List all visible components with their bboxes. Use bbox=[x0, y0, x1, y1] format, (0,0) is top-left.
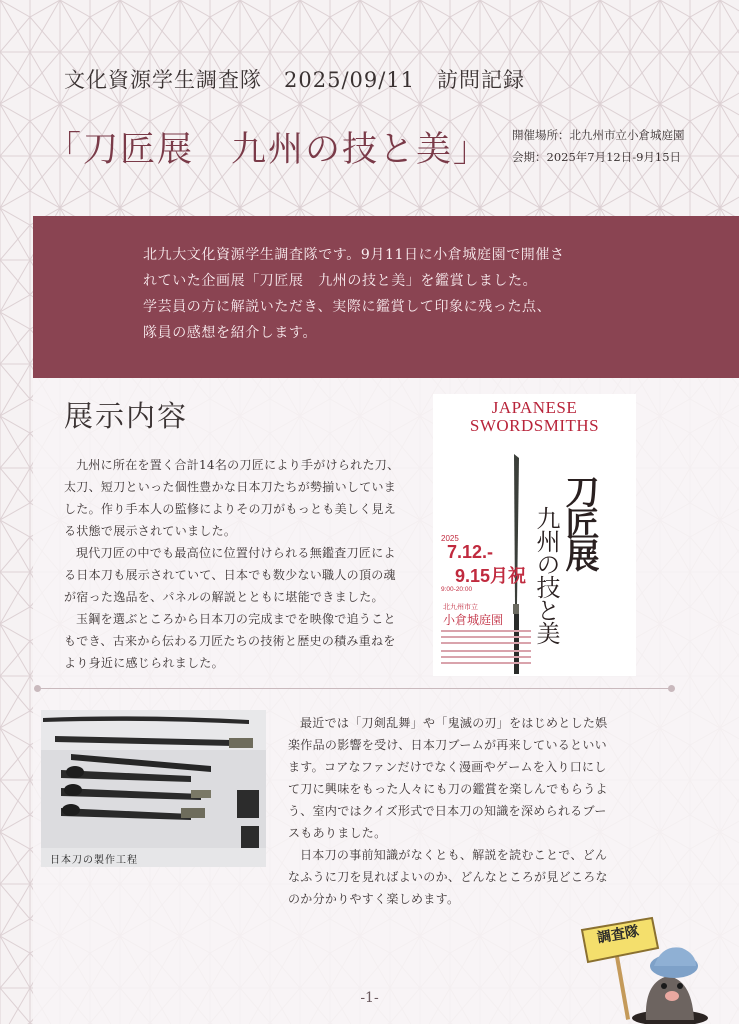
page-title: 「刀匠展 九州の技と美」 bbox=[46, 130, 491, 170]
poster-fineprint bbox=[441, 650, 531, 652]
poster-eyebrow: SWORDSMITHS bbox=[469, 416, 600, 435]
intro-line: れていた企画展「刀匠展 九州の技と美」を鑑賞しました。 bbox=[143, 273, 538, 289]
venue-info bbox=[512, 124, 685, 168]
poster-fineprint bbox=[441, 630, 531, 632]
page-number: -1- bbox=[360, 990, 379, 1006]
section-heading: 展示内容 bbox=[64, 399, 189, 433]
intro-line: 隊員の感想を紹介します。 bbox=[143, 325, 318, 341]
venue-location: 開催場所：北九州市立小倉城庭園 bbox=[512, 128, 685, 142]
intro-line: 学芸員の方に解説いただき、実際に鑑賞して印象に残った点、 bbox=[143, 299, 552, 315]
divider-dot bbox=[668, 685, 675, 692]
poster-calligraphy-sub: 九州の技と美 bbox=[532, 506, 560, 644]
section-divider bbox=[36, 688, 672, 689]
intro-line: 北九大文化資源学生調査隊です。9月11日に小倉城庭園で開催さ bbox=[143, 247, 565, 263]
mascot-sign: 調査隊 bbox=[596, 923, 641, 947]
photo-swords bbox=[41, 710, 266, 867]
commentary bbox=[288, 712, 618, 910]
divider-dot bbox=[34, 685, 41, 692]
exhibit-description bbox=[64, 454, 404, 674]
poster-date-start: 7.12.- bbox=[447, 542, 494, 562]
poster-fineprint bbox=[441, 656, 531, 658]
poster-fineprint bbox=[441, 636, 531, 638]
venue-period: 会期：2025年7月12日-9月15日 bbox=[512, 150, 682, 164]
paragraph: 現代刀匠の中でも最高位に位置付けられる無鑑査刀匠による日本刀も展示されていて、日本でも数少ない職人の頂の魂が宿った逸品を、パネルの解説とともに堪能できました。 bbox=[64, 546, 396, 604]
poster-eyebrow: JAPANESE bbox=[491, 398, 578, 417]
poster-venue: 小倉城庭園 bbox=[443, 613, 504, 627]
poster-fineprint bbox=[441, 662, 531, 664]
poster-calligraphy: 刀匠展 bbox=[559, 474, 599, 570]
poster-date-end: 9.15月祝 bbox=[455, 566, 527, 586]
poster-venue-label: 北九州市立 bbox=[443, 603, 478, 611]
poster-fineprint bbox=[441, 642, 531, 644]
intro-text bbox=[143, 242, 633, 346]
paragraph: 最近では「刀剣乱舞」や「鬼滅の刃」をはじめとした娯楽作品の影響を受け、日本刀ブームが再来しているといいます。コアなファンだけでなく漫画やゲームを入り口にして刀に興味をもった人々にも刀の鑑賞を楽しんでもらうよう、室内ではクイズ形式で日本刀の知識を深められるブースもありました。 bbox=[288, 716, 608, 840]
poster-time: 9:00-20:00 bbox=[441, 586, 473, 593]
poster-year: 2025 bbox=[441, 534, 459, 543]
header-title: 文化資源学生調査隊 2025/09/11 訪問記録 bbox=[64, 68, 526, 92]
sword-process-photo bbox=[41, 710, 266, 867]
paragraph: 日本刀の事前知識がなくとも、解説を読むことで、どんなふうに刀を見ればよいのか、どんなところが見どころなのか分かりやすく楽しめます。 bbox=[288, 848, 608, 906]
paragraph: 九州に所在を置く合計14名の刀匠により手がけられた刀、太刀、短刀といった個性豊かな日本刀たちが勢揃いしていました。作り手本人の監修によりその刀がもっとも美しく見える状態で展示されていました。 bbox=[64, 458, 400, 538]
paragraph: 玉鋼を選ぶところから日本刀の完成までを映像で追うこともでき、古来から伝わる刀匠たちの技術と歴史の積み重ねをより身近に感じられました。 bbox=[64, 612, 396, 670]
photo-caption: 日本刀の製作工程 bbox=[50, 855, 138, 866]
exhibition-poster bbox=[433, 394, 636, 676]
